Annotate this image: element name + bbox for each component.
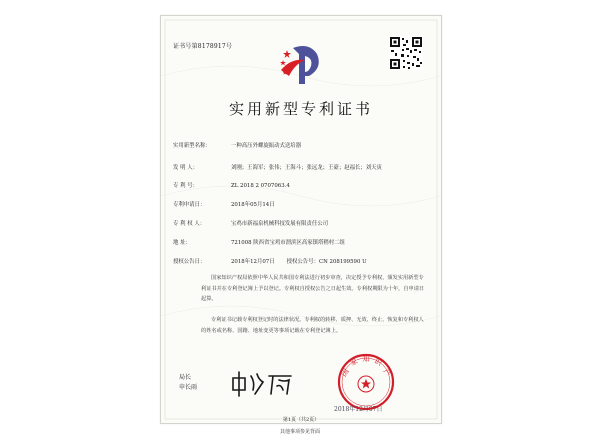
- certificate-title: 实用新型专利证书: [228, 100, 373, 118]
- qr-code-icon: [389, 36, 423, 70]
- page-footer: 第1页（共2页）: [282, 417, 320, 423]
- reverse-side-note: 其他事项参见背面: [279, 429, 320, 435]
- svg-text:产: 产: [381, 366, 393, 379]
- director-label: 局长: [179, 374, 192, 381]
- grant-publication-number: 授权公告号：CN 208199590 U: [286, 259, 367, 265]
- svg-text:识: 识: [372, 356, 384, 368]
- director-name-label: 申长雨: [179, 384, 198, 391]
- field-grant-date: 授权公告日： 2018年12月07日 授权公告号：CN 208199590 U: [173, 259, 367, 265]
- svg-text:国: 国: [339, 366, 351, 379]
- paragraph-grant-statement: 国家知识产权局依照中华人民共和国专利法进行初步审查，决定授予专利权，颁发实用新型专利证书并在专利登记簿上予以登记。专利权自授权公告之日起生效。专利权期限为十年，自申请日起算。: [201, 275, 425, 302]
- field-application-date: 专利申请日： 2018年05月14日: [173, 202, 275, 208]
- patent-certificate: [160, 15, 442, 424]
- cnipa-emblem-icon: [279, 40, 325, 88]
- field-inventors: 发 明 人： 刘刚；王海军；张伟；王海斗；张远龙；王豪；赵福长；刘天寅: [173, 165, 382, 171]
- field-address: 地 址： 721008 陕西省宝鸡市渭滨区高家镇塔稍村二组: [173, 240, 345, 246]
- field-patentee: 专 利 权 人： 宝鸡市新福泉机械科技发展有限责任公司: [173, 221, 329, 227]
- svg-text:家: 家: [348, 356, 360, 368]
- svg-text:知: 知: [362, 354, 370, 363]
- paragraph-legal-status: 专利证书记载专利权登记时的法律状况。专利权的转移、质押、无效、终止、恢复和专利权人的姓名或名称、国籍、地址变更等事项记载在专利登记簿上。: [201, 317, 424, 334]
- director-signature: [229, 368, 299, 398]
- certificate-number: 证书号第8178917号: [173, 43, 233, 50]
- official-seal: [335, 352, 397, 412]
- field-patent-number: 专 利 号： ZL 2018 2 0707063.4: [173, 183, 290, 189]
- field-utility-model-name: 实用新型名称： 一种高压外螺旋振动式送培器: [173, 143, 302, 149]
- seal-date: 2018年12月07日: [334, 406, 383, 413]
